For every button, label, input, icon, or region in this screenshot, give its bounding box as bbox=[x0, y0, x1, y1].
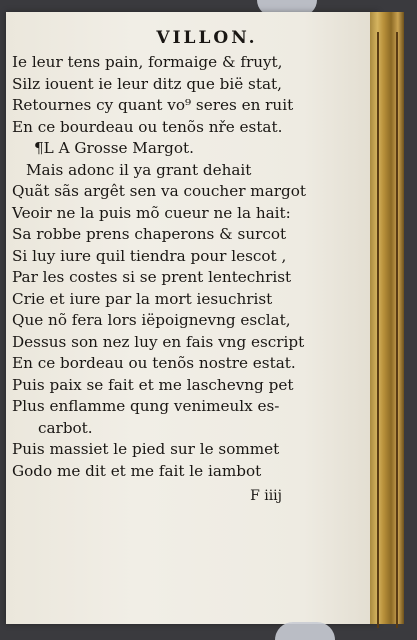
verse-line: Sa robbe prens chaperons & surcot bbox=[12, 225, 287, 243]
gilt-page-edge bbox=[370, 12, 404, 624]
edge-line bbox=[377, 32, 379, 628]
page-clip-bottom bbox=[275, 622, 335, 640]
verse-line: Plus enflamme qung venimeulx es- bbox=[12, 397, 280, 415]
verse-line: Par les costes si se prent lentechrist bbox=[12, 268, 292, 286]
edge-line bbox=[396, 32, 398, 628]
verse-line: Si luy iure quil tiendra pour lescot , bbox=[12, 246, 287, 265]
verse-line: En ce bordeau ou tenõs nostre estat. bbox=[12, 354, 296, 372]
verse-line: Ie leur tens pain, formaige & fruyt, bbox=[12, 53, 283, 71]
running-head: VILLON. bbox=[156, 28, 258, 48]
verse-line: carbot. bbox=[38, 418, 93, 437]
verse-line: Puis paix se fait et me laschevng pet bbox=[12, 375, 294, 394]
verse-line: Veoir ne la puis mõ cueur ne la hait: bbox=[12, 203, 291, 222]
verse-line: Puis massiet le pied sur le sommet bbox=[12, 440, 280, 458]
section-heading: ¶L A Grosse Margot. bbox=[34, 139, 194, 157]
verse-line: Quãt sãs argêt sen va coucher margot bbox=[12, 182, 306, 200]
verse-line: Godo me dit et me fait le iambot bbox=[12, 461, 262, 480]
verse-line: En ce bourdeau ou tenõs nře estat. bbox=[12, 117, 283, 136]
signature-mark: F iiij bbox=[250, 488, 282, 504]
page-text bbox=[12, 28, 362, 508]
verse-line: Retournes cy quant vo⁹ seres en ruit bbox=[12, 96, 294, 114]
verse-line: Que nõ fera lors iëpoignevng esclat, bbox=[12, 311, 291, 329]
verse-line: Mais adonc il ya grant dehait bbox=[26, 160, 252, 179]
verse-lines bbox=[12, 52, 362, 482]
verse-line: Silz iouent ie leur ditz que bië stat, bbox=[12, 74, 282, 93]
verse-line: Dessus son nez luy en fais vng escript bbox=[12, 332, 305, 351]
verse-line: Crie et iure par la mort iesuchrist bbox=[12, 289, 273, 308]
